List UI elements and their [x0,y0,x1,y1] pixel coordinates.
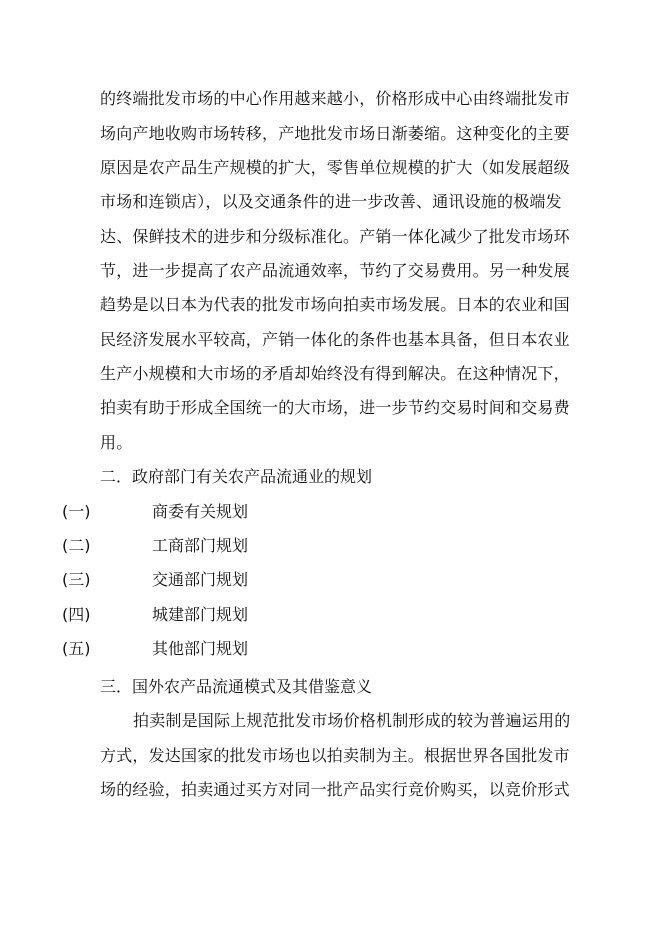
paragraph-line: 市场和连锁店），以及交通条件的进一步改善、通讯设施的极端发 [100,192,562,211]
list-item-text: 商委有关规划 [152,502,249,521]
paragraph-line: 生产小规模和大市场的矛盾却始终没有得到解决。在这种情况下， [100,364,570,383]
list-item-text: 工商部门规划 [152,536,249,555]
list-item-text: 其他部门规划 [152,639,249,658]
paragraph-line: 原因是农产品生产规模的扩大，零售单位规模的扩大（如发展超级 [100,158,570,177]
paragraph-line: 拍卖有助于形成全国统一的大市场，进一步节约交易时间和交易费 [100,398,570,417]
list-item-number: (四) [62,605,91,624]
paragraph-line: 场的经验，拍卖通过买方对同一批产品实行竞价购买，以竞价形式 [100,780,570,799]
paragraph-line: 方式，发达国家的批发市场也以拍卖制为主。根据世界各国批发市 [100,746,570,765]
section-heading: 二．政府部门有关农产品流通业的规划 [100,467,373,486]
paragraph-line: 民经济发展水平较高，产销一体化的条件也基本具备，但日本农业 [100,330,570,349]
list-item-number: (二) [62,536,91,555]
paragraph-line: 趋势是以日本为代表的批发市场向拍卖市场发展。日本的农业和国 [100,295,570,314]
paragraph-line: 节，进一步提高了农产品流通效率，节约了交易费用。另一种发展 [100,261,570,280]
list-item-number: (五) [62,639,91,658]
list-item-number: (三) [62,570,91,589]
paragraph-line: 用。 [100,433,133,452]
paragraph-line: 的终端批发市场的中心作用越来越小，价格形成中心由终端批发市 [100,89,570,108]
list-item-number: (一) [62,502,91,521]
paragraph-line: 场向产地收购市场转移，产地批发市场日渐萎缩。这种变化的主要 [100,124,570,143]
section-heading: 三．国外农产品流通模式及其借鉴意义 [100,677,373,696]
list-item-text: 城建部门规划 [152,605,249,624]
paragraph-line: 达、保鲜技术的进步和分级标准化。产销一体化减少了批发市场环 [100,227,570,246]
list-item-text: 交通部门规划 [152,570,249,589]
paragraph-line: 拍卖制是国际上规范批发市场价格机制形成的较为普遍运用的 [133,711,571,730]
